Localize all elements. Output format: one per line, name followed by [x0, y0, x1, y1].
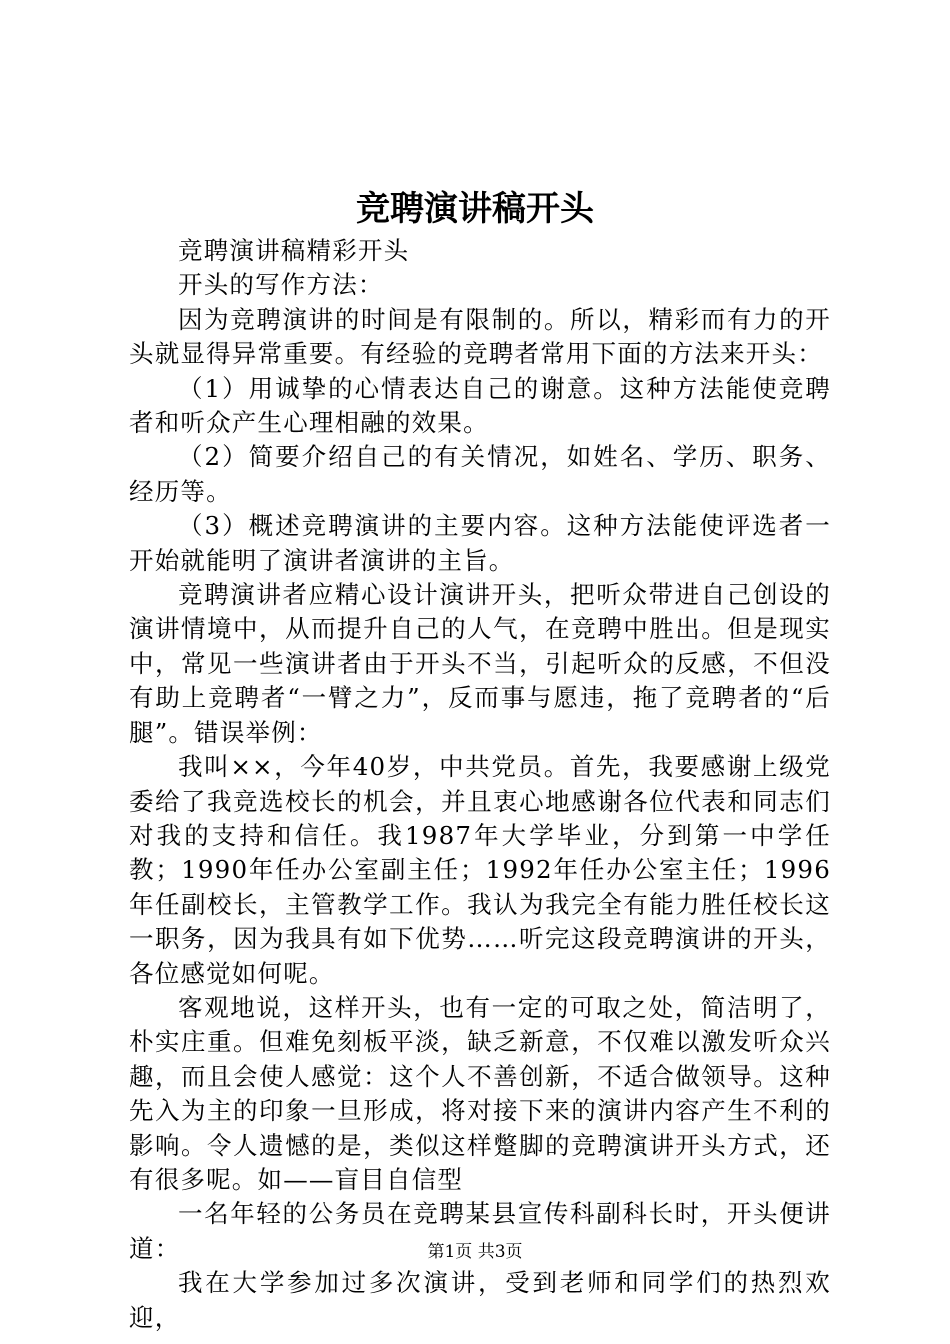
paragraph-design-advice: 竞聘演讲者应精心设计演讲开头，把听众带进自己创设的演讲情境中，从而提升自己的人气，在竞聘中胜出。但是现实中，常见一些演讲者由于开头不当，引起听众的反感，不但没有助上竞聘者“一臂之力”，反而事与愿违，拖了竞聘者的“后腿”。错误举例：	[129, 580, 831, 747]
paragraph-method-2: （2）简要介绍自己的有关情况，如姓名、学历、职务、经历等。	[129, 442, 831, 506]
document-body	[129, 234, 831, 1335]
paragraph-method-1: （1）用诚挚的心情表达自己的谢意。这种方法能使竞聘者和听众产生心理相融的效果。	[129, 373, 831, 438]
paragraph-intro: 因为竞聘演讲的时间是有限制的。所以，精彩而有力的开头就显得异常重要。有经验的竞聘者常用下面的方法来开头：	[129, 304, 831, 369]
page-footer: 第1页 共3页	[427, 1242, 523, 1262]
paragraph-method-3: （3）概述竞聘演讲的主要内容。这种方法能使评选者一开始就能明了演讲者演讲的主旨。	[129, 511, 831, 575]
paragraph-method-heading: 开头的写作方法：	[178, 270, 384, 300]
paragraph-bad-example: 我叫××，今年40岁，中共党员。首先，我要感谢上级党委给了我竞选校长的机会，并且衷心地感谢各位代表和同志们对我的支持和信任。我1987年大学毕业，分到第一中学任教；1990年任办公室副主任；1992年任办公室主任；1996年任副校长，主管教学工作。我认为我完全有能力胜任校长这一职务，因为我具有如下优势……听完这段竞聘演讲的开头，各位感觉如何呢。	[129, 752, 831, 988]
page-title: 竞聘演讲稿开头	[356, 189, 594, 229]
paragraph-subtitle: 竞聘演讲稿精彩开头	[178, 236, 410, 265]
paragraph-case-quote: 我在大学参加过多次演讲，受到老师和同学们的热烈欢迎，	[129, 1268, 831, 1332]
paragraph-analysis: 客观地说，这样开头，也有一定的可取之处，简洁明了，朴实庄重。但难免刻板平淡，缺乏新意，不仅难以激发听众兴趣，而且会使人感觉：这个人不善创新，不适合做领导。这种先入为主的印象一旦形成，将对接下来的演讲内容产生不利的影响。令人遗憾的是，类似这样蹩脚的竞聘演讲开头方式，还有很多呢。如——盲目自信型	[129, 992, 831, 1194]
paragraph-case-intro: 一名年轻的公务员在竞聘某县宣传科副科长时，开头便讲道：	[129, 1199, 831, 1263]
